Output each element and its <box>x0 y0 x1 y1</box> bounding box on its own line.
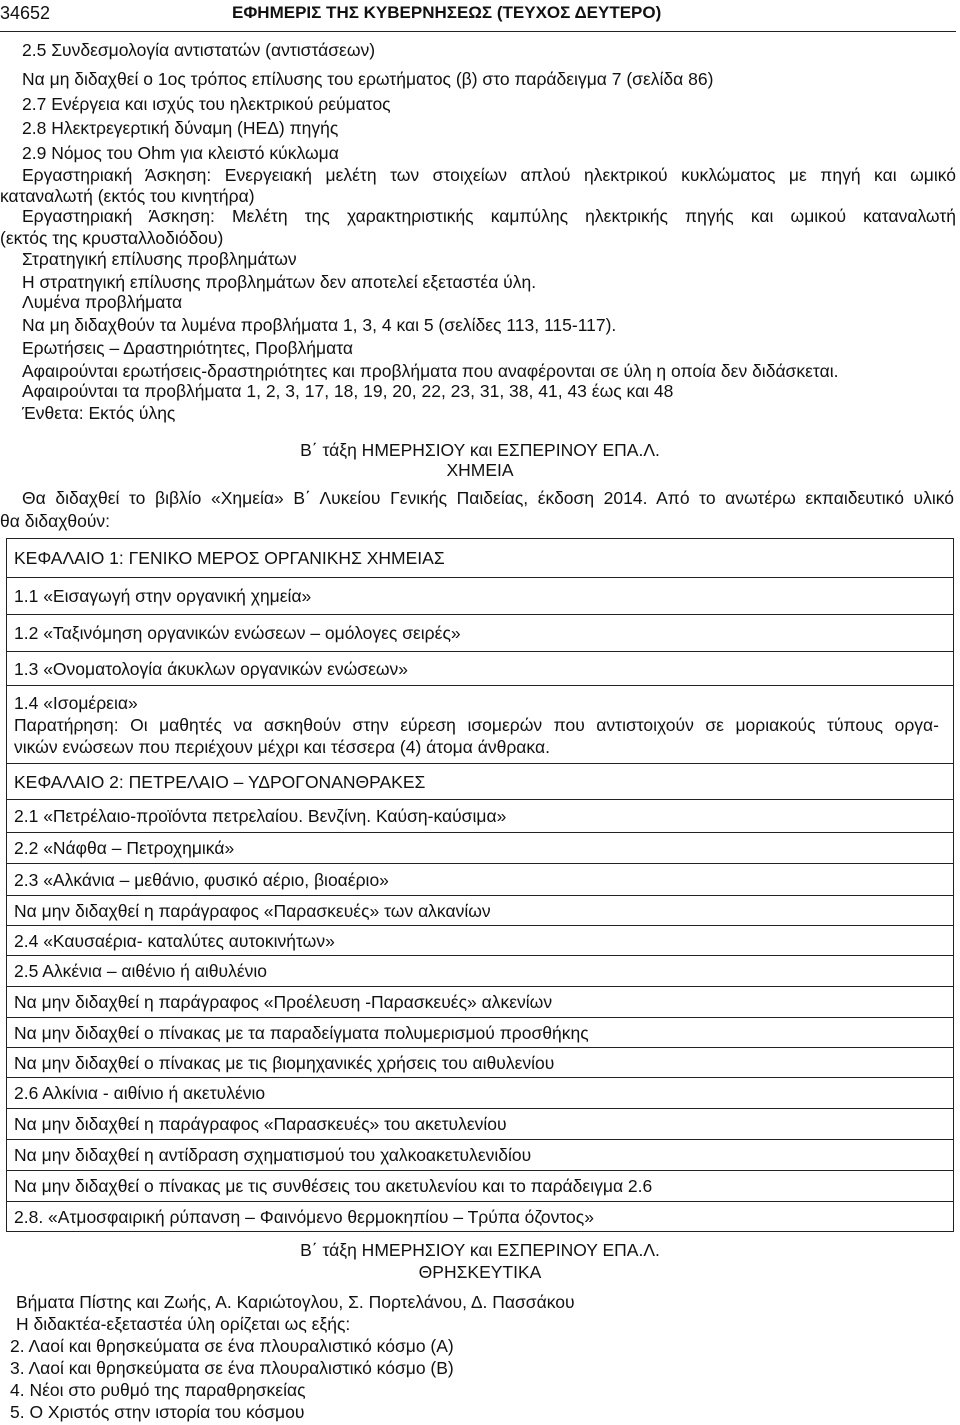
table-row <box>7 539 953 578</box>
section-item: 2.5 Συνδεσμολογία αντιστατών (αντιστάσεων) <box>22 40 376 60</box>
table-cell-note: νικών ενώσεων που περιέχουν μέχρι και τέσσερα (4) άτομα άνθρακα. <box>14 736 550 757</box>
instruction-line: Ένθετα: Εκτός ύλης <box>22 403 176 423</box>
textbook-reference: Βήματα Πίστης και Ζωής, Α. Καριώτογλου, Σ. Πορτελάνου, Δ. Πασσάκου <box>16 1292 575 1312</box>
table-row <box>7 686 953 764</box>
table-row <box>7 864 953 896</box>
table-cell-line: 1.1 «Εισαγωγή στην οργανική χημεία» <box>14 586 312 606</box>
table-row <box>7 652 953 686</box>
subsection-heading: Ερωτήσεις – Δραστηριότητες, Προβλήματα <box>22 338 354 358</box>
instruction-line: Να μη διδαχθεί ο 1ος τρόπος επίλυσης του ερωτήματος (β) στο παράδειγμα 7 (σελίδα 86) <box>22 69 714 89</box>
subsection-heading: Λυμένα προβλήματα <box>22 292 183 312</box>
table-cell-line: Να μην διδαχθεί η παράγραφος «Προέλευση -Παρασκευές» αλκενίων <box>14 992 553 1012</box>
lab-exercise-line: (εκτός της κρυσταλλοδιόδου) <box>0 228 224 248</box>
table-cell-line: 2.8. «Ατμοσφαιρική ρύπανση – Φαινόμενο θερμοκηπίου – Τρύπα όζοντος» <box>14 1206 594 1227</box>
table-cell-line: Να μην διδαχθεί ο πίνακας με τις συνθέσεις του ακετυλενίου και το παράδειγμα 2.6 <box>14 1176 653 1196</box>
chapter-heading: ΚΕΦΑΛΑΙΟ 2: ΠΕΤΡΕΛΑΙΟ – ΥΔΡΟΓΟΝΑΝΘΡΑΚΕΣ <box>14 771 426 792</box>
table-row <box>7 987 953 1018</box>
instruction-line: Η στρατηγική επίλυσης προβλημάτων δεν αποτελεί εξεταστέα ύλη. <box>22 272 537 292</box>
table-row <box>7 1018 953 1048</box>
table-cell-line: 2.2 «Νάφθα – Πετροχημικά» <box>14 838 235 858</box>
subject-heading: ΘΡΗΣΚΕΥΤΙΚΑ <box>418 1262 542 1282</box>
table-cell-line: 2.5 Αλκένια – αιθένιο ή αιθυλένιο <box>14 961 268 981</box>
class-heading: Β΄ τάξη ΗΜΕΡΗΣΙΟΥ και ΕΣΠΕΡΙΝΟΥ ΕΠΑ.Λ. <box>300 440 660 460</box>
syllabus-note: Η διδακτέα-εξεταστέα ύλη ορίζεται ως εξής: <box>16 1314 351 1334</box>
table-cell-line: 2.6 Αλκίνια - αιθίνιο ή ακετυλένιο <box>14 1083 266 1103</box>
table-row <box>7 615 953 652</box>
chapter-list-item: 3. Λαοί και θρησκεύματα σε ένα πλουραλιστικό κόσμο (Β) <box>10 1358 454 1378</box>
table-cell-line: Να μην διδαχθεί η παράγραφος «Παρασκευές» των αλκανίων <box>14 900 491 921</box>
chapter-list-item: 4. Νέοι στο ρυθμό της παραθρησκείας <box>10 1380 306 1400</box>
table-cell-line: 1.3 «Ονοματολογία άκυκλων οργανικών ενώσεων» <box>14 658 409 679</box>
table-row <box>7 1078 953 1109</box>
header-rule <box>0 31 956 32</box>
page-number: 34652 <box>0 3 51 23</box>
table-cell-line: 1.4 «Ισομέρεια» <box>14 692 138 713</box>
table-cell-line: 1.2 «Ταξινόμηση οργανικών ενώσεων – ομόλογες σειρές» <box>14 623 461 643</box>
instruction-line: Αφαιρούνται ερωτήσεις-δραστηριότητες και προβλήματα που αναφέρονται σε ύλη η οποία δεν διδάσκεται. <box>22 361 839 381</box>
section-item: 2.8 Ηλεκτρεγερτική δύναμη (ΗΕΔ) πηγής <box>22 118 339 138</box>
lab-exercise-line: Εργαστηριακή Άσκηση: Μελέτη της χαρακτηριστικής καμπύλης ηλεκτρικής πηγής και ωμικού καταναλωτή <box>22 206 956 226</box>
chapter-list-item: 5. Ο Χριστός στην ιστορία του κόσμου <box>10 1402 305 1422</box>
table-cell-line: 2.1 «Πετρέλαιο-προϊόντα πετρελαίου. Βενζίνη. Καύση-καύσιμα» <box>14 806 507 826</box>
table-row <box>7 926 953 956</box>
table-row <box>7 1202 953 1232</box>
gazette-title: ΕΦΗΜΕΡΙΣ ΤΗΣ ΚΥΒΕΡΝΗΣΕΩΣ (ΤΕΥΧΟΣ ΔΕΥΤΕΡΟ) <box>232 3 662 22</box>
subject-heading: ΧΗΜΕΙΑ <box>446 460 514 480</box>
table-row <box>7 1140 953 1171</box>
table-cell-line: Να μην διδαχθεί ο πίνακας με τις βιομηχανικές χρήσεις του αιθυλενίου <box>14 1052 555 1073</box>
table-row <box>7 1171 953 1202</box>
intro-paragraph-line: Θα διδαχθεί το βιβλίο «Χημεία» Β΄ Λυκείου Γενικής Παιδείας, έκδοση 2014. Από το ανωτέρω εκπαιδευτικό υλικό <box>22 488 954 508</box>
section-item: 2.9 Νόμος του Ohm για κλειστό κύκλωμα <box>22 143 339 163</box>
chapter-heading: ΚΕΦΑΛΑΙΟ 1: ΓΕΝΙΚΟ ΜΕΡΟΣ ΟΡΓΑΝΙΚΗΣ ΧΗΜΕΙΑΣ <box>14 548 445 568</box>
lab-exercise-line: Εργαστηριακή Άσκηση: Ενεργειακή μελέτη των στοιχείων απλού ηλεκτρικού κυκλώματος με πηγή και ωμικό <box>22 165 956 185</box>
chapter-list-item: 2. Λαοί και θρησκεύματα σε ένα πλουραλιστικό κόσμο (Α) <box>10 1336 454 1356</box>
table-row <box>7 833 953 864</box>
subsection-heading: Στρατηγική επίλυσης προβλημάτων <box>22 249 297 269</box>
lab-exercise-line: καταναλωτή (εκτός του κινητήρα) <box>0 186 255 206</box>
table-cell-line: Να μην διδαχθεί η αντίδραση σχηματισμού του χαλκοακετυλενιδίου <box>14 1145 532 1165</box>
table-cell-line: 2.4 «Καυσαέρια- καταλύτες αυτοκινήτων» <box>14 930 335 951</box>
table-cell-note: Παρατήρηση: Οι μαθητές να ασκηθούν στην εύρεση ισομερών που αντιστοιχούν σε μοριακούς τύπους οργα- <box>14 714 939 735</box>
table-row <box>7 956 953 987</box>
intro-paragraph-line: θα διδαχθούν: <box>0 511 111 531</box>
table-cell-line: Να μην διδαχθεί η παράγραφος «Παρασκευές» του ακετυλενίου <box>14 1114 507 1134</box>
table-cell-line: 2.3 «Αλκάνια – μεθάνιο, φυσικό αέριο, βιοαέριο» <box>14 869 389 890</box>
table-row <box>7 578 953 615</box>
table-row <box>7 896 953 926</box>
table-row <box>7 800 953 833</box>
section-item: 2.7 Ενέργεια και ισχύς του ηλεκτρικού ρεύματος <box>22 94 391 114</box>
class-heading: Β΄ τάξη ΗΜΕΡΗΣΙΟΥ και ΕΣΠΕΡΙΝΟΥ ΕΠΑ.Λ. <box>300 1240 660 1260</box>
instruction-line: Αφαιρούνται τα προβλήματα 1, 2, 3, 17, 18, 19, 20, 22, 23, 31, 38, 41, 43 έως και 48 <box>22 381 674 401</box>
table-cell-line: Να μην διδαχθεί ο πίνακας με τα παραδείγματα πολυμερισμού προσθήκης <box>14 1022 589 1043</box>
table-row <box>7 764 953 800</box>
table-row <box>7 1109 953 1140</box>
table-row <box>7 1048 953 1078</box>
syllabus-table <box>6 538 954 1232</box>
instruction-line: Να μη διδαχθούν τα λυμένα προβλήματα 1, 3, 4 και 5 (σελίδες 113, 115-117). <box>22 315 617 335</box>
